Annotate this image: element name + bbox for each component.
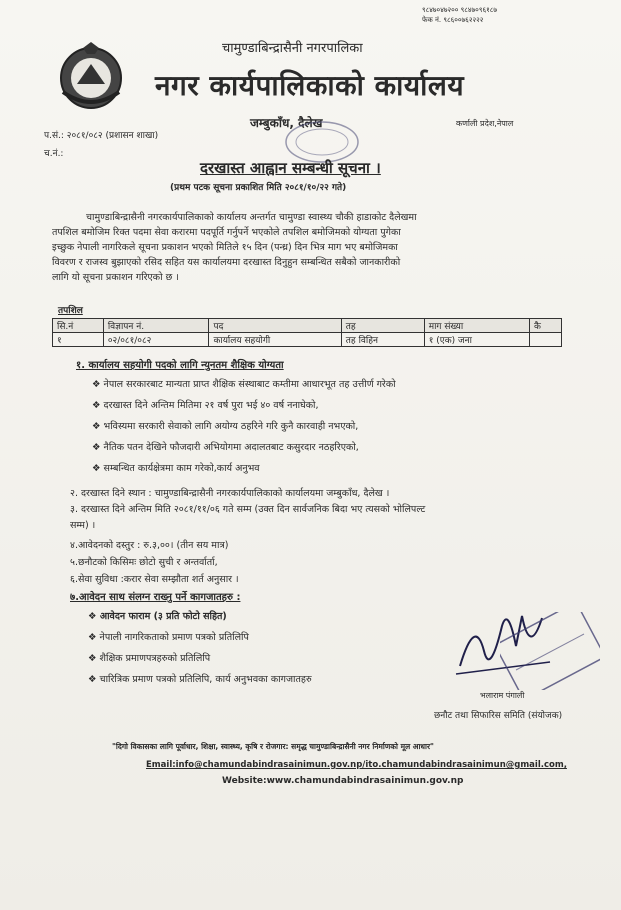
application-fee: ४.आवेदनको दस्तुर : रु.३,००। (तीन सय मात्र) (70, 540, 229, 551)
nepal-emblem-icon (55, 40, 127, 112)
table-cell (529, 333, 561, 347)
table-cell: कार्यालय सहयोगी (209, 333, 341, 347)
service-facility: ६.सेवा सुविधा :करार सेवा सम्झौता शर्त अनुसार । (70, 574, 239, 585)
table-cell: १ (53, 333, 104, 347)
list-item: ❖ सम्बन्धित कार्यक्षेत्रमा काम गरेको,कार्य अनुभव (92, 458, 396, 479)
table-cell: १ (एक) जना (424, 333, 529, 347)
qualification-heading: १. कार्यालय सहयोगी पदको लागि न्युनतम शैक्षिक योग्यता (76, 360, 284, 371)
signatory-role: छनौट तथा सिफारिस समिति (संयोजक) (434, 711, 563, 721)
office-location: जम्बुकाँध, दैलेख (250, 116, 323, 130)
reference-number: प.सं.: २०८१/०८२ (प्रशासन शाखा) (44, 131, 159, 141)
table-cell: तह विहिन (341, 333, 424, 347)
table-header-cell: कै (529, 319, 561, 333)
intro-line-3: इच्छुक नेपाली नागरिकले सूचना प्रकाशन भएको मितिले १५ दिन (पन्ध्र) दिन भित्र माग भए बमोजिमका (52, 242, 398, 253)
list-item: ❖ आवेदन फाराम (३ प्रति फोटो सहित) (88, 606, 312, 627)
municipality-name: चामुण्डाबिन्द्रासैनी नगरपालिका (222, 41, 363, 56)
list-item: ❖ शैक्षिक प्रमाणपत्रहरुको प्रतिलिपि (88, 648, 312, 669)
footer-motto: "दिगो विकासका लागि पूर्वाधार, शिक्षा, स्वास्थ्य, कृषि र रोजगार: समृद्ध चामुण्डाबिन्द्रासैनी नगर निर्माणको मूल आधार" (112, 742, 434, 751)
table-header-row (53, 319, 562, 333)
round-stamp-icon (500, 612, 600, 690)
notice-subtitle: (प्रथम पटक सूचना प्रकाशित मिति २०८१/१०/२२ गते) (170, 183, 347, 193)
chalani-number: च.नं.: (44, 149, 64, 159)
table-header-cell: माग संख्या (424, 319, 529, 333)
footer-email[interactable]: Email:info@chamundabindrasainimun.gov.np/ito.chamundabindrasainimun@gmail.com, (146, 760, 567, 770)
table-cell: ०२/०८१/०८२ (103, 333, 209, 347)
selection-method: ५.छनौटको किसिमः छोटो सुची र अन्तर्वार्ता, (70, 557, 218, 568)
table-row (53, 333, 562, 347)
list-item: ❖ चारित्रिक प्रमाण पत्रको प्रतिलिपि, कार्य अनुभवका कागजातहरु (88, 669, 312, 690)
table-header-cell: तह (341, 319, 424, 333)
documents-list (88, 606, 312, 690)
list-item: ❖ भविस्यमा सरकारी सेवाको लागि अयोग्य ठहरिने गरि कुनै कारवाही नभएको, (92, 416, 396, 437)
contact-line-2: फेक नं. ९८६००७६२२२२ (422, 16, 484, 24)
province: कर्णाली प्रदेश,नेपाल (456, 119, 514, 128)
vacancy-table (52, 318, 562, 347)
signatory-name: भलाराम पंगाली (480, 691, 525, 700)
deadline-line-1: ३. दरखास्त दिने अन्तिम मिति २०८१/११/०६ गते सम्म (उक्त दिन सार्वजनिक बिदा भए त्यसको भोलिपल्ट (70, 504, 426, 515)
application-place: २. दरखास्त दिने स्थान : चामुण्डाबिन्द्रासैनी नगरकार्यपालिकाको कार्यालयमा जम्बुकाँध, दैलेख । (70, 488, 390, 499)
table-header-cell: पद (209, 319, 341, 333)
intro-line-4: विवरण र राजस्व बुझाएको रसिद सहित यस कार्यालयमा दरखास्त दिनुहुन सम्बन्धित सबैको जानकारीको (52, 257, 401, 268)
intro-line-5: लागि यो सूचना प्रकाशन गरिएको छ । (52, 272, 179, 283)
table-caption: तपशिल (58, 306, 83, 316)
contact-line-1: ९८४७०४७२०० ९८४७०९६१८७ (422, 6, 498, 14)
intro-line-2: तपशिल बमोजिम रिक्त पदमा सेवा करारमा पदपूर्ति गर्नुपर्ने भएकोले तपशिल बमोजिमको योग्यता पुगेका (52, 227, 401, 238)
list-item: ❖ दरखास्त दिने अन्तिम मितिमा २१ वर्ष पुरा भई ४० वर्ष ननाघेको, (92, 395, 396, 416)
footer-website[interactable]: Website:www.chamundabindrasainimun.gov.np (222, 776, 464, 786)
qualification-list (92, 374, 396, 479)
list-item: ❖ नैतिक पतन देखिने फौजदारी अभियोगमा अदालतबाट कसुरदार नठहरिएको, (92, 437, 396, 458)
intro-line-1: चामुण्डाबिन्द्रासैनी नगरकार्यपालिकाको कार्यालय अन्तर्गत चामुण्डा स्वास्थ्य चौकी हाडाकोट दैलेखमा (86, 212, 417, 223)
list-item: ❖ नेपाल सरकारबाट मान्यता प्राप्त शैक्षिक संस्थाबाट कम्तीमा आधारभूत तह उत्तीर्ण गरेको (92, 374, 396, 395)
table-header-cell: सि.नं (53, 319, 104, 333)
notice-title: दरखास्त आह्वान सम्बन्धी सूचना । (200, 159, 381, 177)
list-item: ❖ नेपाली नागरिकताको प्रमाण पत्रको प्रतिलिपि (88, 627, 312, 648)
documents-heading: ७.आवेदन साथ संलग्न राख्नु पर्ने कागजातहरु : (70, 592, 241, 603)
deadline-line-2: सम्म) । (70, 520, 96, 531)
table-header-cell: विज्ञापन नं. (103, 319, 209, 333)
office-title: नगर कार्यपालिकाको कार्यालय (155, 69, 465, 102)
